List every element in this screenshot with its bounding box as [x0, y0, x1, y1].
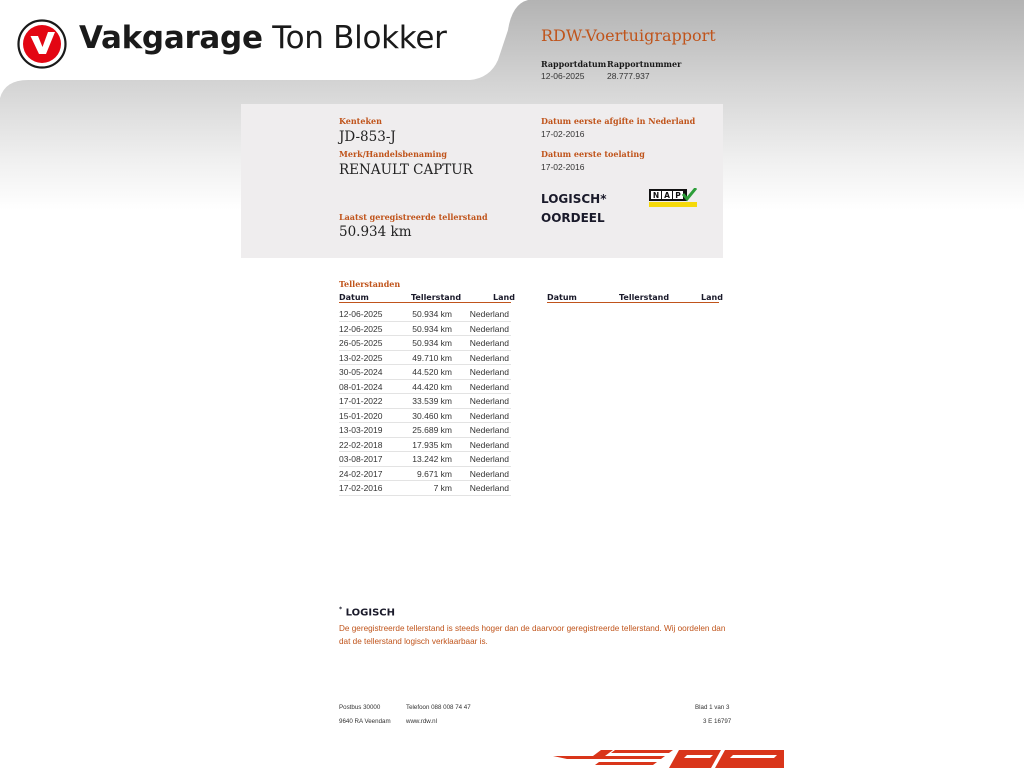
verdict-line-1: LOGISCH*: [541, 192, 607, 206]
cell-country: Nederland: [469, 468, 509, 479]
first-nl-label: Datum eerste afgifte in Nederland: [541, 116, 696, 126]
svg-text:P: P: [675, 191, 681, 200]
odometer-value: 50.934 km: [339, 224, 412, 240]
col-header-country: Land: [493, 293, 515, 302]
brand-name: [79, 20, 447, 56]
cell-date: 12-06-2025: [339, 309, 383, 319]
cell-date: 12-06-2025: [339, 323, 383, 334]
brand-name-regular: Ton Blokker: [272, 20, 447, 56]
nap-check-icon: [649, 188, 697, 208]
plate-value: JD-853-J: [339, 129, 396, 145]
cell-country: Nederland: [469, 367, 509, 377]
brand-name-bold: Vakgarage: [79, 20, 263, 56]
first-admission-label: Datum eerste toelating: [541, 149, 645, 159]
footer-web: www.rdw.nl: [406, 718, 437, 725]
cell-date: 13-03-2019: [339, 425, 383, 435]
cell-date: 03-08-2017: [339, 454, 383, 464]
cell-km: 17.935 km: [412, 439, 452, 450]
table-row: [339, 321, 511, 337]
report-number-label: Rapportnummer: [607, 59, 682, 69]
svg-text:N: N: [652, 191, 660, 200]
make-value: RENAULT CAPTUR: [339, 162, 473, 178]
footnote-text: De geregistreerde tellerstand is steeds hoger dan de daarvoor geregistreerde tellerstand. Wij oordelen dan dat de tellerstand logisch verklaarbaar is.: [339, 624, 726, 646]
cell-date: 13-02-2025: [339, 352, 383, 363]
col-header-date: Datum: [339, 293, 369, 302]
table-row: [339, 393, 511, 409]
vakgarage-logo-icon: [17, 19, 67, 69]
cell-country: Nederland: [469, 338, 509, 348]
cell-km: 44.520 km: [412, 367, 452, 377]
verdict: [541, 190, 607, 228]
col-header-date-2: Datum: [547, 293, 577, 302]
col-header-km-2: Tellerstand: [619, 293, 670, 302]
table-row: [339, 480, 511, 496]
verdict-line-2: OORDEEL: [541, 211, 605, 225]
cell-km: 9.671 km: [417, 468, 452, 479]
table-row: [339, 379, 511, 395]
footer-page: Blad 1 van 3: [695, 704, 730, 711]
cell-country: Nederland: [469, 425, 509, 435]
cell-km: 50.934 km: [412, 338, 452, 348]
footnote-title-text: LOGISCH: [345, 607, 395, 619]
table-row: [339, 422, 511, 438]
cell-country: Nederland: [469, 396, 509, 406]
svg-text:A: A: [664, 191, 670, 200]
odometer-label: Laatst geregistreerde tellerstand: [339, 212, 488, 222]
report-number-value: 28.777.937: [607, 71, 650, 81]
cell-date: 17-01-2022: [339, 396, 383, 406]
cell-km: 49.710 km: [412, 352, 452, 363]
footnote-title: [339, 606, 395, 618]
footnote-star: *: [339, 606, 343, 613]
cell-date: 22-02-2018: [339, 439, 383, 450]
cell-km: 44.420 km: [412, 381, 452, 392]
footer-postbus: Postbus 30000: [339, 704, 381, 711]
cell-date: 17-02-2016: [339, 483, 383, 493]
table-row: [339, 350, 511, 366]
table-row: [339, 364, 511, 380]
plate-label: Kenteken: [339, 116, 382, 126]
report-date-label: Rapportdatum: [541, 59, 607, 69]
table-row: [339, 335, 511, 351]
table-row: [339, 466, 511, 482]
first-nl-value: 17-02-2016: [541, 129, 585, 139]
table-row: [339, 408, 511, 424]
table-row: [339, 306, 511, 322]
make-label: Merk/Handelsbenaming: [339, 149, 448, 159]
header-underline-right: [547, 302, 719, 303]
col-header-km: Tellerstand: [411, 293, 462, 302]
cell-km: 25.689 km: [412, 425, 452, 435]
header-underline-left: [339, 302, 511, 303]
cell-country: Nederland: [469, 352, 509, 363]
cell-country: Nederland: [469, 309, 509, 319]
report-title: RDW-Voertuigrapport: [541, 26, 716, 45]
cell-km: 50.934 km: [412, 309, 452, 319]
report-date-value: 12-06-2025: [541, 71, 585, 81]
cell-country: Nederland: [469, 439, 509, 450]
cell-date: 24-02-2017: [339, 468, 383, 479]
vehicle-summary-card: [241, 104, 723, 258]
rdw-stripes-logo-icon: [553, 748, 784, 768]
cell-country: Nederland: [469, 381, 509, 392]
cell-country: Nederland: [469, 454, 509, 464]
cell-date: 30-05-2024: [339, 367, 383, 377]
cell-date: 08-01-2024: [339, 381, 383, 392]
cell-km: 50.934 km: [412, 323, 452, 334]
table-row: [339, 437, 511, 453]
cell-country: Nederland: [469, 483, 509, 493]
readings-section-title: Tellerstanden: [339, 279, 401, 289]
cell-date: 26-05-2025: [339, 338, 383, 348]
cell-km: 33.539 km: [412, 396, 452, 406]
cell-country: Nederland: [469, 410, 509, 421]
cell-km: 13.242 km: [412, 454, 452, 464]
footer-phone: Telefoon 088 008 74 47: [406, 704, 471, 711]
col-header-country-2: Land: [701, 293, 723, 302]
cell-country: Nederland: [469, 323, 509, 334]
cell-km: 30.460 km: [412, 410, 452, 421]
card-notch: [241, 246, 311, 260]
footer-code: 3 E 16797: [703, 718, 732, 725]
cell-km: 7 km: [433, 483, 452, 493]
footer-city: 9640 RA Veendam: [339, 718, 391, 725]
table-row: [339, 451, 511, 467]
cell-date: 15-01-2020: [339, 410, 383, 421]
first-admission-value: 17-02-2016: [541, 162, 585, 172]
